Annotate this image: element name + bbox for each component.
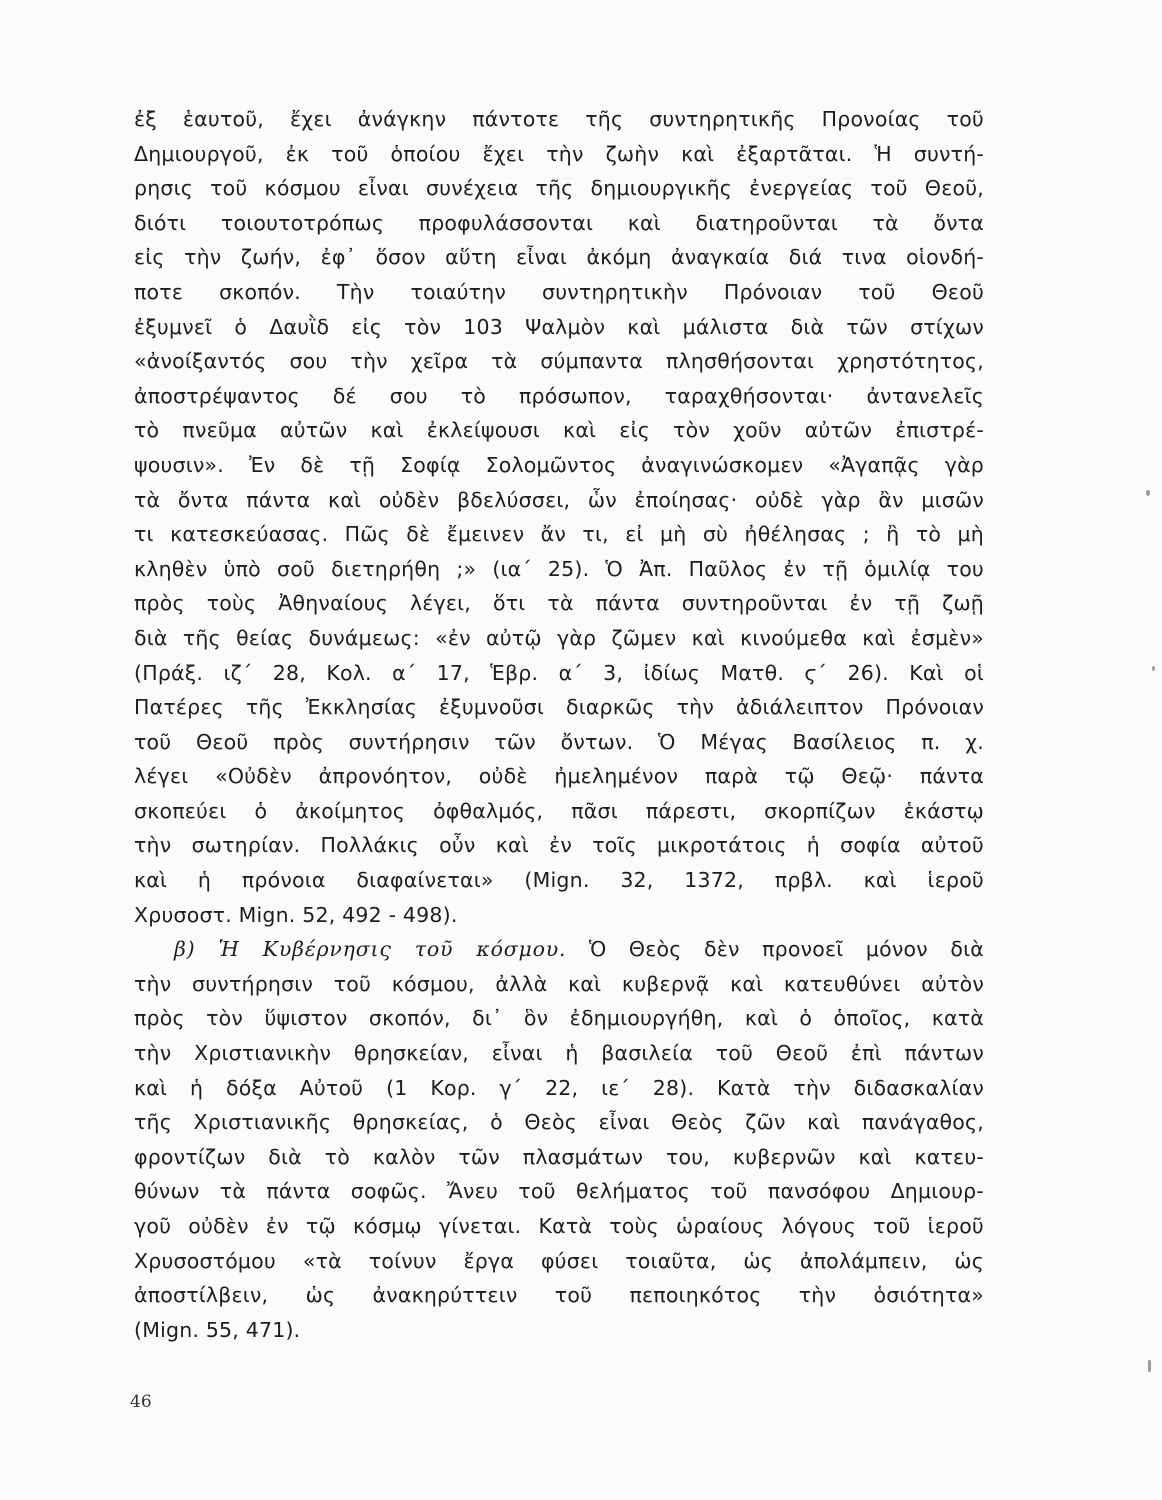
text-line: διότι τοιουτοτρόπως προφυλάσσονται καὶ διατηροῦνται τὰ ὄντα: [134, 210, 984, 235]
text-line: λέγει «Οὐδὲν ἀπρονόητον, οὐδὲ ἠμελημένον παρὰ τῷ Θεῷ· πάντα: [134, 764, 984, 789]
text-line: ἀποστίλβειν, ὡς ἀνακηρύττειν τοῦ πεποιηκότος τὴν ὁσιότητα»: [134, 1283, 984, 1308]
section-heading: β) Ἡ Κυβέρνησις τοῦ κόσμου.: [174, 937, 567, 962]
text-line: (Πράξ. ιζ΄ 28, Κολ. α΄ 17, Ἑβρ. α΄ 3, ἰδίως Ματθ. ϛ΄ 26). Καὶ οἱ: [134, 660, 984, 685]
text-line: καὶ ἡ δόξα Αὐτοῦ (1 Κορ. γ΄ 22, ιε΄ 28). Κατὰ τὴν διδασκαλίαν: [134, 1075, 984, 1100]
text-line: ἐξ ἑαυτοῦ, ἔχει ἀνάγκην πάντοτε τῆς συντηρητικῆς Προνοίας τοῦ: [134, 107, 984, 131]
text-line: πρὸς τοὺς Ἀθηναίους λέγει, ὅτι τὰ πάντα συντηροῦνται ἐν τῇ ζωῇ: [134, 591, 984, 616]
text-line: Δημιουργοῦ, ἐκ τοῦ ὁποίου ἔχει τὴν ζωὴν καὶ ἐξαρτᾶται. Ἡ συντή-: [134, 141, 984, 166]
text-line: καὶ ἡ πρόνοια διαφαίνεται» (Mign. 32, 1372, πρβλ. καὶ ἱεροῦ: [134, 868, 984, 893]
text-line: διὰ τῆς θείας δυνάμεως: «ἐν αὐτῷ γὰρ ζῶμεν καὶ κινούμεθα καὶ ἐσμὲν»: [134, 625, 984, 650]
text-line: τὸ πνεῦμα αὐτῶν καὶ ἐκλείψουσι καὶ εἰς τὸν χοῦν αὐτῶν ἐπιστρέ-: [134, 418, 984, 443]
paper-speck: [1152, 666, 1155, 671]
text-line: ρησις τοῦ κόσμου εἶναι συνέχεια τῆς δημιουργικῆς ἐνεργείας τοῦ Θεοῦ,: [134, 176, 984, 201]
section-first-line-text: Ὁ Θεὸς δὲν προνοεῖ μόνον διὰ: [588, 937, 984, 962]
text-line: ἀποστρέψαντος δέ σου τὸ πρόσωπον, ταραχθήσονται· ἀντανελεῖς: [134, 383, 984, 408]
text-line: φροντίζων διὰ τὸ καλὸν τῶν πλασμάτων του, κυβερνῶν καὶ κατευ-: [134, 1144, 984, 1169]
page-number: 46: [130, 1392, 152, 1412]
text-line: ποτε σκοπόν. Τὴν τοιαύτην συντηρητικὴν Πρόνοιαν τοῦ Θεοῦ: [134, 279, 984, 304]
body-text: [134, 102, 984, 1347]
text-line: τῆς Χριστιανικῆς θρησκείας, ὁ Θεὸς εἶναι Θεὸς ζῶν καὶ πανάγαθος,: [134, 1110, 984, 1135]
text-line: εἰς τὴν ζωήν, ἐφ᾽ ὅσον αὕτη εἶναι ἀκόμη ἀναγκαία διά τινα οἱονδή-: [134, 245, 984, 270]
text-line: σκοπεύει ὁ ἀκοίμητος ὀφθαλμός, πᾶσι πάρεστι, σκορπίζων ἑκάστῳ: [134, 798, 984, 823]
text-line: τὴν σωτηρίαν. Πολλάκις οὖν καὶ ἐν τοῖς μικροτάτοις ἡ σοφία αὐτοῦ: [134, 833, 984, 858]
text-line: γοῦ οὐδὲν ἐν τῷ κόσμῳ γίνεται. Κατὰ τοὺς ὡραίους λόγους τοῦ ἱεροῦ: [134, 1214, 984, 1238]
paper-speck: [1148, 1360, 1151, 1372]
text-line: τὴν συντήρησιν τοῦ κόσμου, ἀλλὰ καὶ κυβερνᾷ καὶ κατευθύνει αὐτὸν: [134, 971, 984, 996]
text-line: τὴν Χριστιανικὴν θρησκείαν, εἶναι ἡ βασιλεία τοῦ Θεοῦ ἐπὶ πάντων: [134, 1041, 984, 1066]
text-line: «ἀνοίξαντός σου τὴν χεῖρα τὰ σύμπαντα πλησθήσονται χρηστότητος,: [134, 349, 984, 374]
text-line: τοῦ Θεοῦ πρὸς συντήρησιν τῶν ὄντων. Ὁ Μέγας Βασίλειος π. χ.: [134, 729, 984, 754]
text-line: ἐξυμνεῖ ὁ Δαυῒδ εἰς τὸν 103 Ψαλμὸν καὶ μάλιστα διὰ τῶν στίχων: [134, 314, 984, 339]
text-line: τὰ ὄντα πάντα καὶ οὐδὲν βδελύσσει, ὧν ἐποίησας· οὐδὲ γὰρ ἂν μισῶν: [134, 487, 984, 512]
paper-speck: [1146, 490, 1150, 496]
text-line: Χρυσοστόμου «τὰ τοίνυν ἔργα φύσει τοιαῦτα, ὡς ἀπολάμπειν, ὡς: [134, 1248, 984, 1273]
text-line: κληθὲν ὑπὸ σοῦ διετηρήθη ;» (ια΄ 25). Ὁ Ἀπ. Παῦλος ἐν τῇ ὁμιλίᾳ του: [134, 556, 984, 581]
text-line: Χρυσοστ. Mign. 52, 492 - 498).: [134, 902, 458, 927]
section-first-line: [134, 932, 984, 967]
text-line: Πατέρες τῆς Ἐκκλησίας ἐξυμνοῦσι διαρκῶς τὴν ἀδιάλειπτον Πρόνοιαν: [134, 695, 984, 720]
text-line: πρὸς τὸν ὕψιστον σκοπόν, δι᾽ ὃν ἐδημιουργήθη, καὶ ὁ ὁποῖος, κατὰ: [134, 1006, 984, 1031]
text-line: θύνων τὰ πάντα σοφῶς. Ἄνευ τοῦ θελήματος τοῦ πανσόφου Δημιουρ-: [134, 1179, 984, 1204]
text-line: ψουσιν». Ἐν δὲ τῇ Σοφίᾳ Σολομῶντος ἀναγινώσκομεν «Ἀγαπᾷς γὰρ: [134, 452, 984, 477]
text-line: (Mign. 55, 471).: [134, 1317, 301, 1342]
text-line: τι κατεσκεύασας. Πῶς δὲ ἔμεινεν ἄν τι, εἰ μὴ σὺ ἠθέλησας ; ἢ τὸ μὴ: [134, 522, 984, 547]
